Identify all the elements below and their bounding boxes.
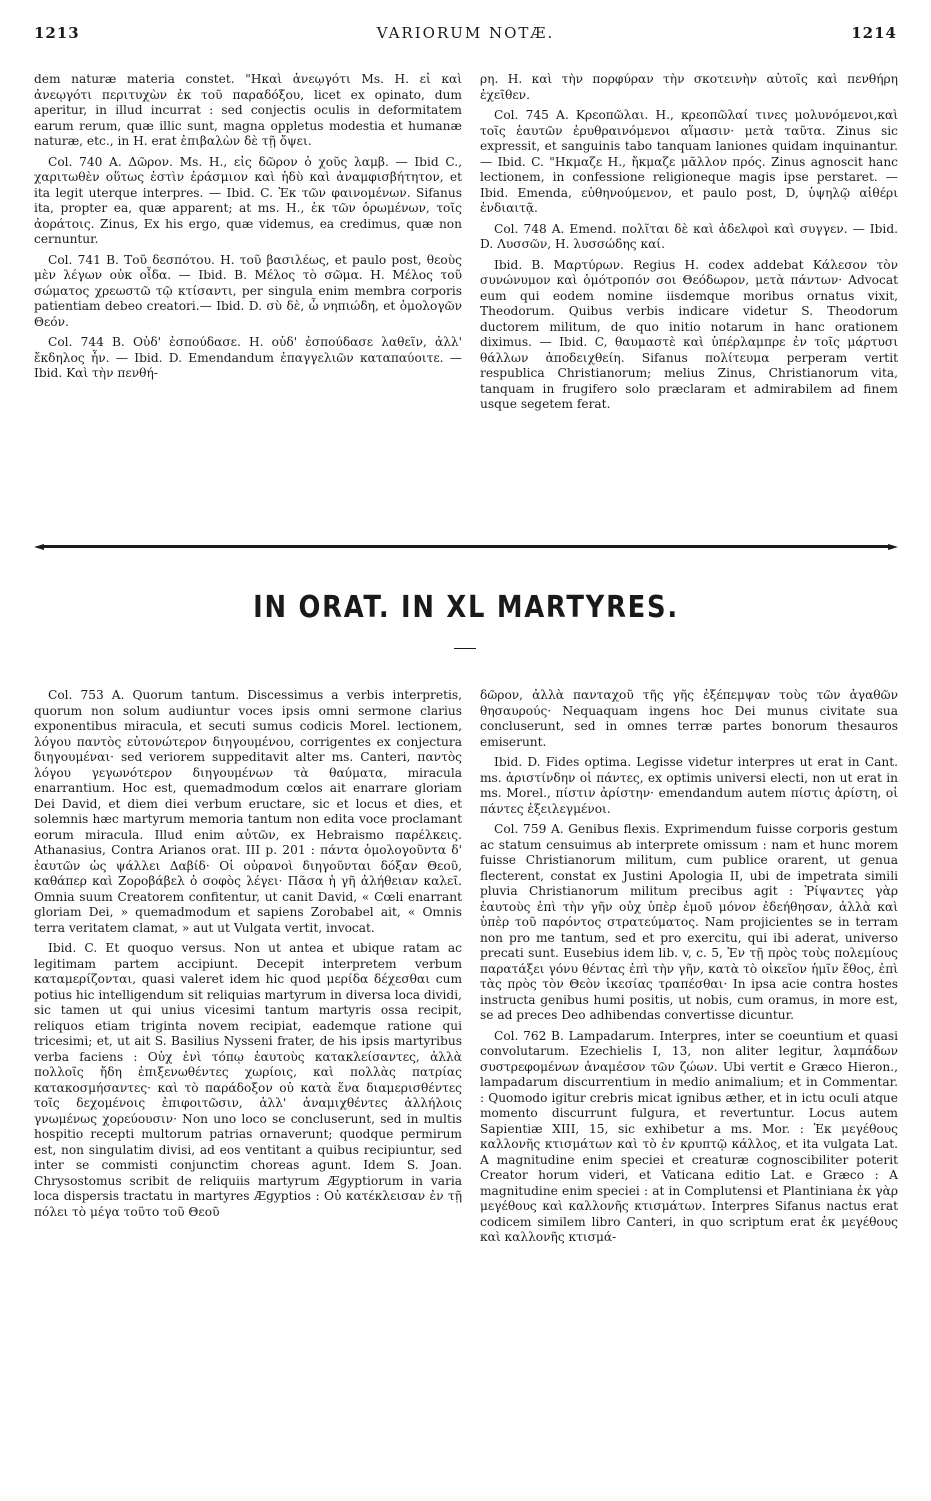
running-title: VARIORUM NOTÆ. — [376, 24, 555, 42]
note-paragraph: Col. 762 B. Lampadarum. Interpres, inter se coeuntium et quasi convolutarum. Ezechielis I, 13, non aliter legitur, λαμπάδων συστρεφομένων ἀναμέσον τῶν ζώων. Ubi vertit e Græco Hieron., lampadarum discurrentium in medio animalium; et in Commentar. : Quomodo igitur crebris micat ignibus æther, et in ictu oculi atque momento discurrunt fulgura, et revertuntur. Locus autem Sapientiæ XIII, 15, sic exhibetur a ms. Mor. : Ἐκ μεγέθους καλλονῆς κτισμάτων καὶ τὸ ἐν κρυπτῷ κάλλος, et ita vulgata Lat. A magnitudine enim speciei et creaturæ cognoscibiliter poterit Creator horum videri, et Vaticana editio Lat. e Græco : A magnitudine enim speciei : at in Complutensi et Plantiniana ἐκ γὰρ μεγέθους καὶ καλλονῆς κτισμάτων. Interpres Sifanus nactus erat codicem similem libro Canteri, in quo scriptum erat ἐκ μεγέθους καὶ καλλονῆς κτισμά- — [480, 1028, 898, 1244]
title-short-rule — [454, 648, 476, 649]
note-paragraph: Col. 745 A. Κρεοπῶλαι. H., κρεοπῶλαί τινες μολυνόμενοι,καὶ τοῖς ἑαυτῶν ἐρυθραινόμενοι αἵμασιν· μετὰ ταῦτα. Zinus sic expressit, et sanguinis tabo tanquam laniones quidam inquinantur. — Ibid. C. "Ηκμαζε H., ἤκμαζε μᾶλλον πρός. Zinus agnoscit hanc lectionem, in confessione religioneque magis ipse perstaret. — Ibid. Emenda, εὐθηνούμενον, et paulo post, D, ὑψηλῷ αἰθέρι ἐνδιαιτᾷ. — [480, 108, 898, 215]
note-paragraph: Ibid. B. Μαρτύρων. Regius H. codex addebat Κάλεσον τὸν συνώνυμον καὶ ὁμότροπόν σοι Θεόδωρον, μετὰ πάντων· Advocat eum qui eodem nomine iisdemque moribus ornatus vixit, Theodorum. Quibus verbis indicare videtur S. Theodorum ductorem militum, de quo initio notarum in hanc orationem diximus. — Ibid. C, θαυμαστὲ καὶ ὑπέρλαμπρε ἐν τοῖς μάρτυσι θάλλων ἀποδειχθείη. Sifanus πολίτευμα perperam vertit respublica Christianorum; melius Zinus, Christianorum vita, tanquam in frugifero solo præclaram et admirabilem ad finem usque segetem ferat. — [480, 257, 898, 411]
divider-rule — [42, 545, 890, 548]
notes-column-top-right — [480, 72, 898, 524]
notes-column-top-left — [34, 72, 462, 524]
note-paragraph: dem naturæ materia constet. "Ηκαὶ ἀνεῳγότι Ms. H. εἰ καὶ ἀνεῳγότι περιτυχὼν ἐκ τοῦ παραδόξου, licet ex opinato, dum aperitur, in illud incurrat : sed conjectis oculis in deformitatem earum rerum, quæ illic sunt, magna oppletus modestia et humanæ naturæ, etc., in H. erat ἐπιβαλὼν δὲ τῇ ὄψει. — [34, 72, 462, 148]
note-paragraph: ρη. H. καὶ τὴν πορφύραν τὴν σκοτεινὴν αὐτοῖς καὶ πενθήρη ἐχεῖθεν. — [480, 72, 898, 102]
note-paragraph: Col. 744 B. Οὐδ' ἐσπούδασε. H. οὐδ' ἐσπούδασε λαθεῖν, ἀλλ' ἔκδηλος ἦν. — Ibid. D. Emendandum ἐπαγγελιῶν καταπαύοιτε. — Ibid. Καὶ τὴν πενθή- — [34, 335, 462, 380]
notes-column-bottom-left — [34, 688, 462, 1488]
notes-column-bottom-right — [480, 688, 898, 1488]
note-paragraph: Col. 740 A. Δῶρον. Ms. H., εἰς δῶρον ὁ χοῦς λαμβ. — Ibid C., χαριτωθὲν οὕτως ἐστὶν ἐράσμιον καὶ ἡδὺ καὶ ἀναμφισβήτητον, et ita legit uterque interpres. — Ibid. C. Ἐκ τῶν φαινομένων. Sifanus ita, propter ea, quæ apparent; at ms. H., ἐκ τῶν ὁρωμένων, τοῖς ἀοράτοις. Zinus, Ex his ergo, quæ videmus, ea credimus, quæ non cernuntur. — [34, 154, 462, 246]
note-paragraph: Ibid. C. Et quoquo versus. Non ut antea et ubique ratam ac legitimam partem accipiunt. Decepit interpretem verbum καταμερίζονται, quasi valeret idem hic quod μερίδα δέχεσθαι cum potius hic intelligendum sit reliquias martyrum in diversa loca dividi, sic tamen ut qui unius vicesimi tantum martyris ossa recipit, reliquos etiam triginta novem recipiat, eademque ratione qui tricesimi; et, ut ait S. Basilius Nysseni frater, de his ipsis martyribus verba faciens : Οὐχ ἑνὶ τόπῳ ἑαυτοὺς κατακλείσαντες, ἀλλὰ πολλοῖς ἤδη ἐπιξενωθέντες χωρίοις, καὶ πολλὰς πατρίας κατακοσμήσαντες· καὶ τὸ παράδοξον οὐ κατὰ ἕνα διαμερισθέντες τοῖς δεχομένοις ἐπιφοιτῶσιν, ἀλλ' ἀναμιχθέντες ἀλλήλοις γνωμένως χορεύουσιν· Non uno loco se concluserunt, sed in multis hospitio recepti multorum patrias ornaverunt; quodque permirum est, non singulatim divisi, ad eos ventitant a quibus recipiuntur, sed inter se commisti conjunctim choreas agunt. Idem S. Joan. Chrysostomus scribit de reliquiis martyrum Ægyptiorum in varia loca dispersis tractatu in martyres Ægyptios : Οὐ κατέκλεισαν ἐν τῇ πόλει τὸ μέγα τοῦτο τοῦ Θεοῦ — [34, 941, 462, 1219]
page-number-left: 1213 — [34, 24, 80, 42]
section-divider — [34, 544, 898, 550]
divider-tip-right — [888, 544, 898, 550]
note-paragraph: Col. 748 A. Emend. πολῖται δὲ καὶ ἀδελφοὶ καὶ συγγεν. — Ibid. D. Λυσσῶν, H. λυσσώδης καί. — [480, 221, 898, 251]
running-head — [34, 20, 897, 46]
section-title: IN ORAT. IN XL MARTYRES. — [253, 590, 679, 625]
note-paragraph: Col. 759 A. Genibus flexis. Exprimendum fuisse corporis gestum ac statum censuimus ab interprete omissum : nam et hunc morem fuisse Christianorum militum, cum publice orarent, ut genua flecterent, constat ex Justini Apologia II, ubi de impetrata simili pluvia Christianorum militum precibus agit : Ῥίψαντες γὰρ ἑαυτοὺς ἐπὶ τὴν γῆν οὐχ ὑπὲρ ἐμοῦ μόνον ἐδεήθησαν, ἀλλὰ καὶ ὑπὲρ τοῦ παρόντος στρατεύματος. Nam projicientes se in terram non pro me tantum, sed et pro exercitu, qui ibi aderat, universo precati sunt. Eusebius idem lib. v, c. 5, Ἐν τῇ πρὸς τοὺς πολεμίους παρατάξει γόνυ θέντας ἐπὶ τὴν γῆν, κατὰ τὸ οἰκεῖον ἡμῖν ἔθος, ἐπὶ τὰς πρὸς τὸν Θεὸν ἱκεσίας τραπέσθαι· In ipsa acie contra hostes instructa genibus humi positis, ut nobis, cum oramus, in more est, se ad preces Deo adhibendas convertisse dicuntur. — [480, 822, 898, 1022]
note-paragraph: Col. 741 B. Τοῦ δεσπότου. H. τοῦ βασιλέως, et paulo post, θεοὺς μὲν λέγων οὐκ οἶδα. — Ibid. B. Μέλος τὸ σῶμα. H. Μέλος τοῦ σώματος χρεωστῶ τῷ κτίσαντι, per singula enim membra corporis patientiam debeo creatori.— Ibid. D. σὺ δὲ, ὦ νηπιώδη, et ὁμολογῶν Θεόν. — [34, 252, 462, 329]
note-paragraph: Col. 753 A. Quorum tantum. Discessimus a verbis interpretis, quorum non solum audiuntur voces ipsis omni sermone clarius exponentibus miracula, et secuti sumus codicis Morel. lectionem, λόγου παντὸς εὐτονώτερον διηγουμένου, corrigentes ex conjectura διηγουμέναι· sed veriorem suppeditavit alter ms. Canteri, παντὸς λόγου γεγωνότερον διηγουμένων τὰ θαύματα, miracula enarrantium. Hoc est, quemadmodum cœlos ait enarrare gloriam Dei David, et diem diei verbum eructare, sic et locus et dies, et solemnis hæc martyrum memoria tantum non edita voce proclamant eorum miracula. Illud enim αὐτῶν, ex Hebraismo παρέλκεις. Athanasius, Contra Arianos orat. III p. 201 : πάντα ὁμολογοῦντα δ' ἑαυτῶν ὡς ψάλλει Δαβίδ· Οἱ οὐρανοὶ διηγοῦνται δόξαν Θεοῦ, καθάπερ καὶ Ζοροβάβελ ὁ σοφὸς λέγει· Πᾶσα ἡ γῆ ἀλήθειαν καλεῖ. Omnia suum Creatorem confitentur, ut canit David, « Cœli enarrant gloriam Dei, » quemadmodum et sapiens Zorobabel ait, « Omnis terra veritatem clamat, » aut ut Vulgata vertit, invocat. — [34, 688, 462, 935]
page-number-right: 1214 — [851, 24, 897, 42]
note-paragraph: Ibid. D. Fides optima. Legisse videtur interpres ut erat in Cant. ms. ἀριστίνδην οἱ πάντες, ex optimis universi electi, non ut erat in ms. Morel., πίστιν ἀρίστην· emendandum autem πίστις ἀρίστη, οἱ πάντες ἐξειλεγμένοι. — [480, 755, 898, 816]
note-paragraph: δῶρον, ἀλλὰ πανταχοῦ τῆς γῆς ἐξέπεμψαν τοὺς τῶν ἀγαθῶν θησαυρούς· Nequaquam ingens hoc Dei munus civitate sua concluserunt, sed in omnes terræ partes bonorum thesauros emiserunt. — [480, 688, 898, 749]
